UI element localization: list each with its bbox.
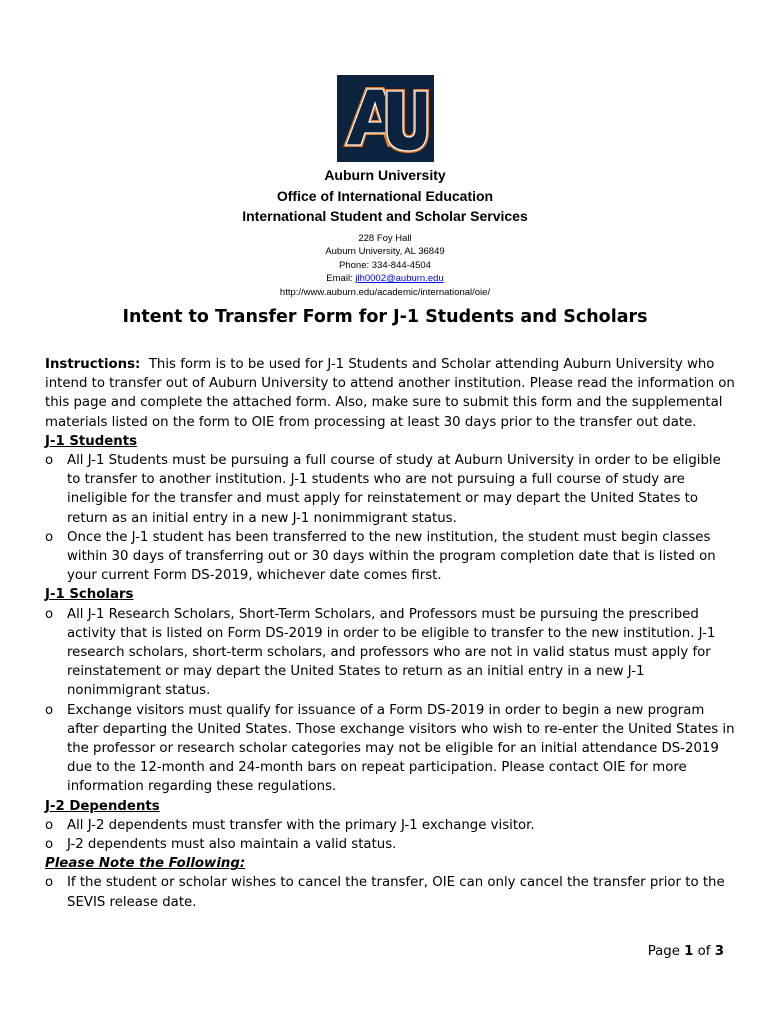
au-logo-graphic [337, 75, 434, 162]
university-name: Auburn University [324, 167, 446, 183]
bullet-marker: o [45, 453, 54, 469]
auburn-logo [337, 75, 434, 162]
address-line-2: Auburn University, AL 36849 [325, 246, 445, 257]
list-item [45, 451, 735, 528]
form-body [45, 355, 735, 912]
page-word: Page [647, 944, 680, 959]
current-page: 1 [684, 944, 694, 959]
office-name: Office of International Education [276, 187, 494, 204]
phone-line: Phone: 334-844-4504 [339, 259, 431, 271]
total-pages: 3 [714, 944, 724, 959]
email-line [0, 272, 770, 286]
list-item [45, 605, 735, 701]
list-item-text: All J-2 dependents must transfer with the primary J-1 exchange visitor. [67, 817, 535, 833]
bullet-marker: o [45, 529, 54, 545]
section-heading: J-2 Dependents [45, 798, 160, 814]
email-label: Email: [326, 273, 356, 284]
list-item-text: All J-1 Students must be pursuing a full course of study at Auburn University in order to be eligible to transfer to another institution. J-1 students who are not pursuing a full course of study are ineligible for the transfer and must apply for reinstatement or may depart the United States to return as an initial entry in a new J-1 nonimmigrant status. [67, 453, 721, 526]
bullet-marker: o [45, 875, 54, 891]
list-item [45, 873, 735, 911]
list-item [45, 528, 735, 586]
section-heading: Please Note the Following: [45, 856, 246, 872]
list-item-text: J-2 dependents must also maintain a valid status. [67, 837, 397, 853]
bullet-list [45, 873, 735, 911]
section-heading: J-1 Students [45, 433, 138, 449]
list-item [45, 816, 735, 835]
letterhead [0, 165, 770, 299]
instructions-paragraph [45, 355, 735, 432]
list-item-text: Exchange visitors must qualify for issuance of a Form DS-2019 in order to begin a new program after departing the United States. Those exchange visitors who wish to re-enter the United States in the professor or research scholar categories may not be eligible for an initial attendance DS-2019 due to the 12-month and 24-month bars on repeat participation. Please contact OIE for more information regarding these regulations. [67, 702, 735, 795]
list-item [45, 835, 735, 854]
website-url[interactable]: http://www.auburn.edu/academic/international/oie/ [279, 286, 491, 298]
email-link[interactable]: jlh0002@auburn.edu [355, 273, 444, 284]
bullet-list [45, 605, 735, 797]
bullet-list [45, 816, 735, 854]
services-name: International Student and Scholar Services [242, 208, 528, 224]
page-number [648, 944, 724, 959]
list-item-text: All J-1 Research Scholars, Short-Term Scholars, and Professors must be pursuing the prescribed activity that is listed on Form DS-2019 in order to be eligible to transfer to the new institution. J-1 research scholars, short-term scholars, and professors who are not in valid status must apply for reinstatement or may depart the United States to return as an initial entry in a new J-1 nonimmigrant status. [67, 606, 716, 699]
bullet-marker: o [45, 606, 54, 622]
bullet-marker: o [45, 837, 54, 853]
form-title: Intent to Transfer Form for J-1 Students and Scholars [122, 307, 648, 327]
section-heading: J-1 Scholars [45, 587, 134, 603]
of-word: of [697, 944, 711, 959]
bullet-marker: o [45, 702, 54, 718]
bullet-marker: o [45, 817, 54, 833]
list-item-text: Once the J-1 student has been transferred to the new institution, the student must begin classes within 30 days of transferring out or 30 days within the program completion date that is listed on your current Form DS-2019, whichever date comes first. [67, 529, 716, 584]
bullet-list [45, 451, 735, 585]
instructions-text: This form is to be used for J-1 Students and Scholar attending Auburn University who intend to transfer out of Auburn University to attend another institution. Please read the information on this page and complete the attached form. Also, make sure to submit this form and the supplemental materials listed on the form to OIE from processing at least 30 days prior to the transfer out date. [45, 357, 735, 430]
list-item [45, 701, 735, 797]
list-item-text: If the student or scholar wishes to cancel the transfer, OIE can only cancel the transfer prior to the SEVIS release date. [67, 875, 725, 910]
instructions-label: Instructions: [45, 357, 141, 372]
address-line-1: 228 Foy Hall [358, 232, 412, 244]
